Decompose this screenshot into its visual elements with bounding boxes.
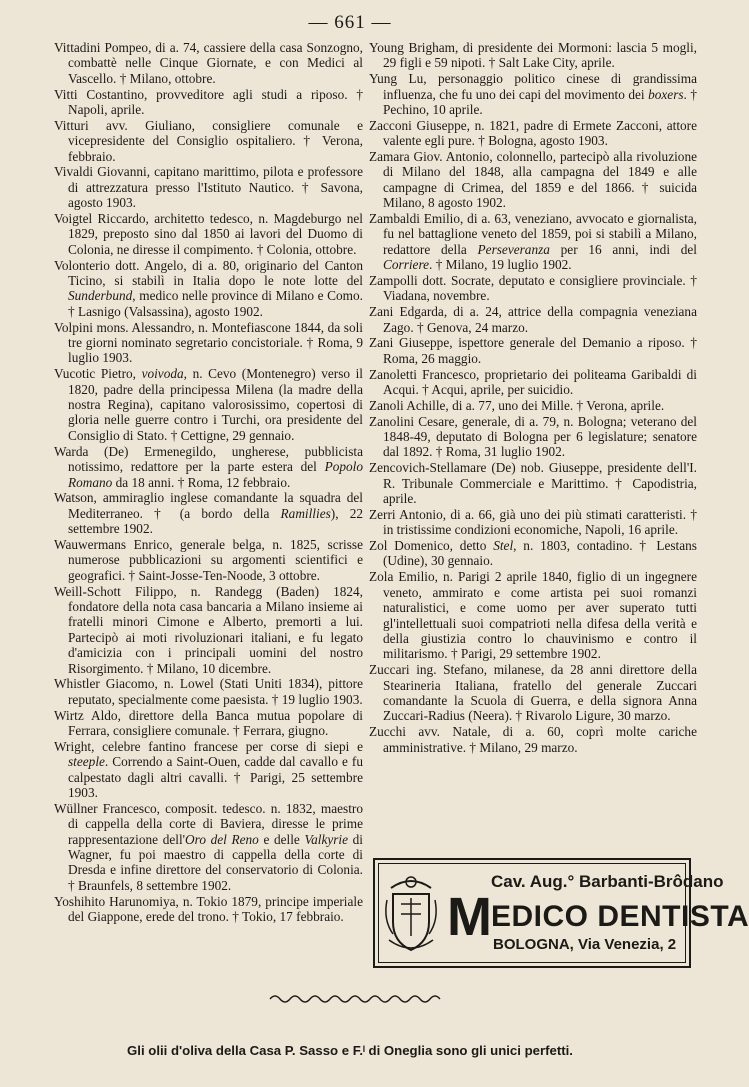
right-column [369, 40, 697, 755]
obituary-entry: Zol Domenico, detto Stel, n. 1803, contadino. † Lestans (Udine), 30 gennaio. [369, 538, 697, 569]
obituary-entry: Wüllner Francesco, composit. tedesco. n. 1832, maestro di cappella della corte di Baviera, diresse le prime rappresentazione dell'Oro del Reno e delle Valkyrie di Wagner, fu poi maestro di cappella della corte di Dresda e infine direttore del conservatorio di Colonia. † Braunfels, 8 settembre 1902. [54, 800, 364, 893]
page-number: — 661 — [308, 12, 392, 33]
obituary-entry: Warda (De) Ermenegildo, ungherese, pubblicista notissimo, redattore per la parte estera del Popolo Romano da 18 anni. † Roma, 12 febbraio. [54, 443, 363, 490]
advertisement-initial: M [447, 887, 492, 947]
obituary-entry: Wauwermans Enrico, generale belga, n. 1825, scrisse numerose pubblicazioni su argomenti scientifici e geografici. † Saint-Josse-Ten-Noode, 3 ottobre. [54, 536, 363, 583]
advertisement-owner-name: Cav. Aug.° Barbanti-Brôdano [491, 872, 724, 891]
obituary-entry: Zola Emilio, n. Parigi 2 aprile 1840, figlio di un ingegnere veneto, ammirato e come artista pei suoi romanzi naturalistici, e come uomo per aver superato tutti gl'intellettuali suoi compatrioti nella difesa della verità e della giustizia contro lo chauvinismo e contro il militarismo. † Parigi, 29 settembre 1902. [369, 569, 697, 662]
obituary-entry: Vitturi avv. Giuliano, consigliere comunale e vicepresidente del Consiglio ospitaliero. † Verona, febbraio. [54, 117, 363, 164]
obituary-entry: Whistler Giacomo, n. Lowel (Stati Uniti 1834), pittore reputato, specialmente come paesista. † 19 luglio 1903. [54, 676, 363, 707]
obituary-entry: Yung Lu, personaggio politico cinese di grandissima influenza, che fu uno dei capi del movimento dei boxers. † Pechino, 10 aprile. [369, 71, 698, 118]
obituary-entry: Zencovich-Stellamare (De) nob. Giuseppe, presidente dell'I. R. Tribunale Commerciale e Marittimo. † Capodistria, aprile. [369, 460, 697, 507]
obituary-entry: Vittadini Pompeo, di a. 74, cassiere della casa Sonzogno, combattè nelle Cinque Giornate, e con Medici al Vascello. † Milano, ottobre. [54, 40, 363, 86]
obituary-entry: Volonterio dott. Angelo, di a. 80, originario del Canton Ticino, si stabilì in Italia dopo le note lotte del Sunderbund, medico nelle province di Milano e Como. † Lasnigo (Valsassina), agosto 1902. [54, 257, 363, 319]
obituary-entry: Zani Giuseppe, ispettore generale del Demanio a riposo. † Roma, 26 maggio. [369, 335, 697, 366]
obituary-entry: Zacconi Giuseppe, n. 1821, padre di Ermete Zacconi, attore valente egli pure. † Bologna, agosto 1903. [369, 117, 697, 149]
advertisement-address: BOLOGNA, Via Venezia, 2 [493, 936, 677, 953]
obituary-entry: Weill-Schott Filippo, n. Randegg (Baden) 1824, fondatore della nota casa bancaria a Milano insieme ai fratelli minori Cimone e Alberto, premorti a lui. Partecipò ai moti rivoluzionari italiani, e fu legato d'amicizia con i principali uomini del nostro Risorgimento. † Milano, 10 dicembre. [54, 583, 363, 676]
obituary-entry: Zambaldi Emilio, di a. 63, veneziano, avvocato e giornalista, fu nel battaglione veneto del 1859, poi si stabilì a Milano, redattore della Perseveranza per 16 anni, indi del Corriere. † Milano, 19 luglio 1902. [369, 211, 697, 273]
obituary-entry: Young Brigham, di presidente dei Mormoni: lascia 5 mogli, 29 figli e 59 nipoti. † Salt Lake City, aprile. [369, 40, 697, 71]
obituary-entry: Vitti Costantino, provveditore agli studi a riposo. † Napoli, aprile. [54, 86, 363, 118]
coat-of-arms-icon [383, 870, 439, 956]
obituary-entry: Volpini mons. Alessandro, n. Montefiascone 1844, da soli tre giorni nominato segretario concistoriale. † Roma, 9 luglio 1903. [54, 319, 363, 366]
obituary-entry: Zanoletti Francesco, proprietario dei politeama Garibaldi di Acqui. † Acqui, aprile, per suicidio. [369, 366, 697, 398]
obituary-entry: Zani Edgarda, di a. 24, attrice della compagnia veneziana Zago. † Genova, 24 marzo. [369, 304, 697, 335]
obituary-entry: Wirtz Aldo, direttore della Banca mutua popolare di Ferrara, consigliere comunale. † Ferrara, giugno. [54, 707, 363, 738]
obituary-entry: Zucchi avv. Natale, di a. 60, coprì molte cariche amministrative. † Milano, 29 marzo. [369, 724, 697, 755]
decorative-divider-icon [270, 993, 445, 1005]
obituary-entry: Zamara Giov. Antonio, colonnello, partecipò alla rivoluzione di Milano del 1848, alla campagna del 1849 e alle campagne di Crimea, del 1859 e del 1866. † suicida Milano, 8 agosto 1902. [369, 149, 697, 211]
obituary-entry: Watson, ammiraglio inglese comandante la squadra del Mediterraneo. † (a bordo della Ramillies), 22 settembre 1902. [54, 490, 364, 537]
footer-advertisement: Gli olii d'oliva della Casa P. Sasso e F.ˡ di Oneglia sono gli unici perfetti. [127, 1043, 573, 1058]
obituary-entry: Wright, celebre fantino francese per corse di siepi e steeple. Correndo a Saint-Ouen, cadde dal cavallo e fu calpestato dagli altri cavalli. † Parigi, 25 settembre 1903. [54, 738, 363, 800]
advertisement-profession: EDICO DENTISTA [491, 900, 749, 933]
obituary-entry: Voigtel Riccardo, architetto tedesco, n. Magdeburgo nel 1829, preposto sino dal 1850 ai lavori del Duomo di Colonia, ne diresse il compimento. † Colonia, ottobre. [54, 211, 363, 257]
obituary-entry: Zampolli dott. Socrate, deputato e consigliere provinciale. † Viadana, novembre. [369, 273, 697, 304]
obituary-entry: Zanolini Cesare, generale, di a. 79, n. Bologna; veterano del 1848-49, deputato di Bologna per 6 legislature; senatore dal 1892. † Roma, 31 luglio 1902. [369, 413, 697, 460]
obituary-entry: Vucotic Pietro, voivoda, n. Cevo (Montenegro) verso il 1820, padre della principessa Milena (la madre della nostra Regina), capitano valorosissimo, copertosi di gloria nelle guerre contro i Turchi, ora presidente del Consiglio di Stato. † Cettigne, 29 gennaio. [54, 366, 363, 443]
left-column [54, 40, 363, 925]
obituary-entry: Zerri Antonio, di a. 66, già uno dei più stimati caratteristi. † in tristissime condizioni economiche, Napoli, 16 aprile. [369, 506, 697, 538]
dentist-advertisement [373, 858, 749, 968]
obituary-entry: Vivaldi Giovanni, capitano marittimo, pilota e professore di attrezzatura presso l'Istituto Nautico. † Savona, agosto 1903. [54, 164, 363, 211]
obituary-entry: Zuccari ing. Stefano, milanese, da 28 anni direttore della Stearineria Italiana, fratello del generale Zuccari comandante la Scuola di Guerra, e della signora Anna Zuccari-Radius (Neera). † Rivarolo Ligure, 30 marzo. [369, 662, 697, 724]
obituary-entry: Zanoli Achille, di a. 77, uno dei Mille. † Verona, aprile. [369, 397, 665, 413]
obituary-entry: Yoshihito Harunomiya, n. Tokio 1879, principe imperiale del Giappone, erede del trono. † Tokio, 17 febbraio. [54, 893, 363, 924]
